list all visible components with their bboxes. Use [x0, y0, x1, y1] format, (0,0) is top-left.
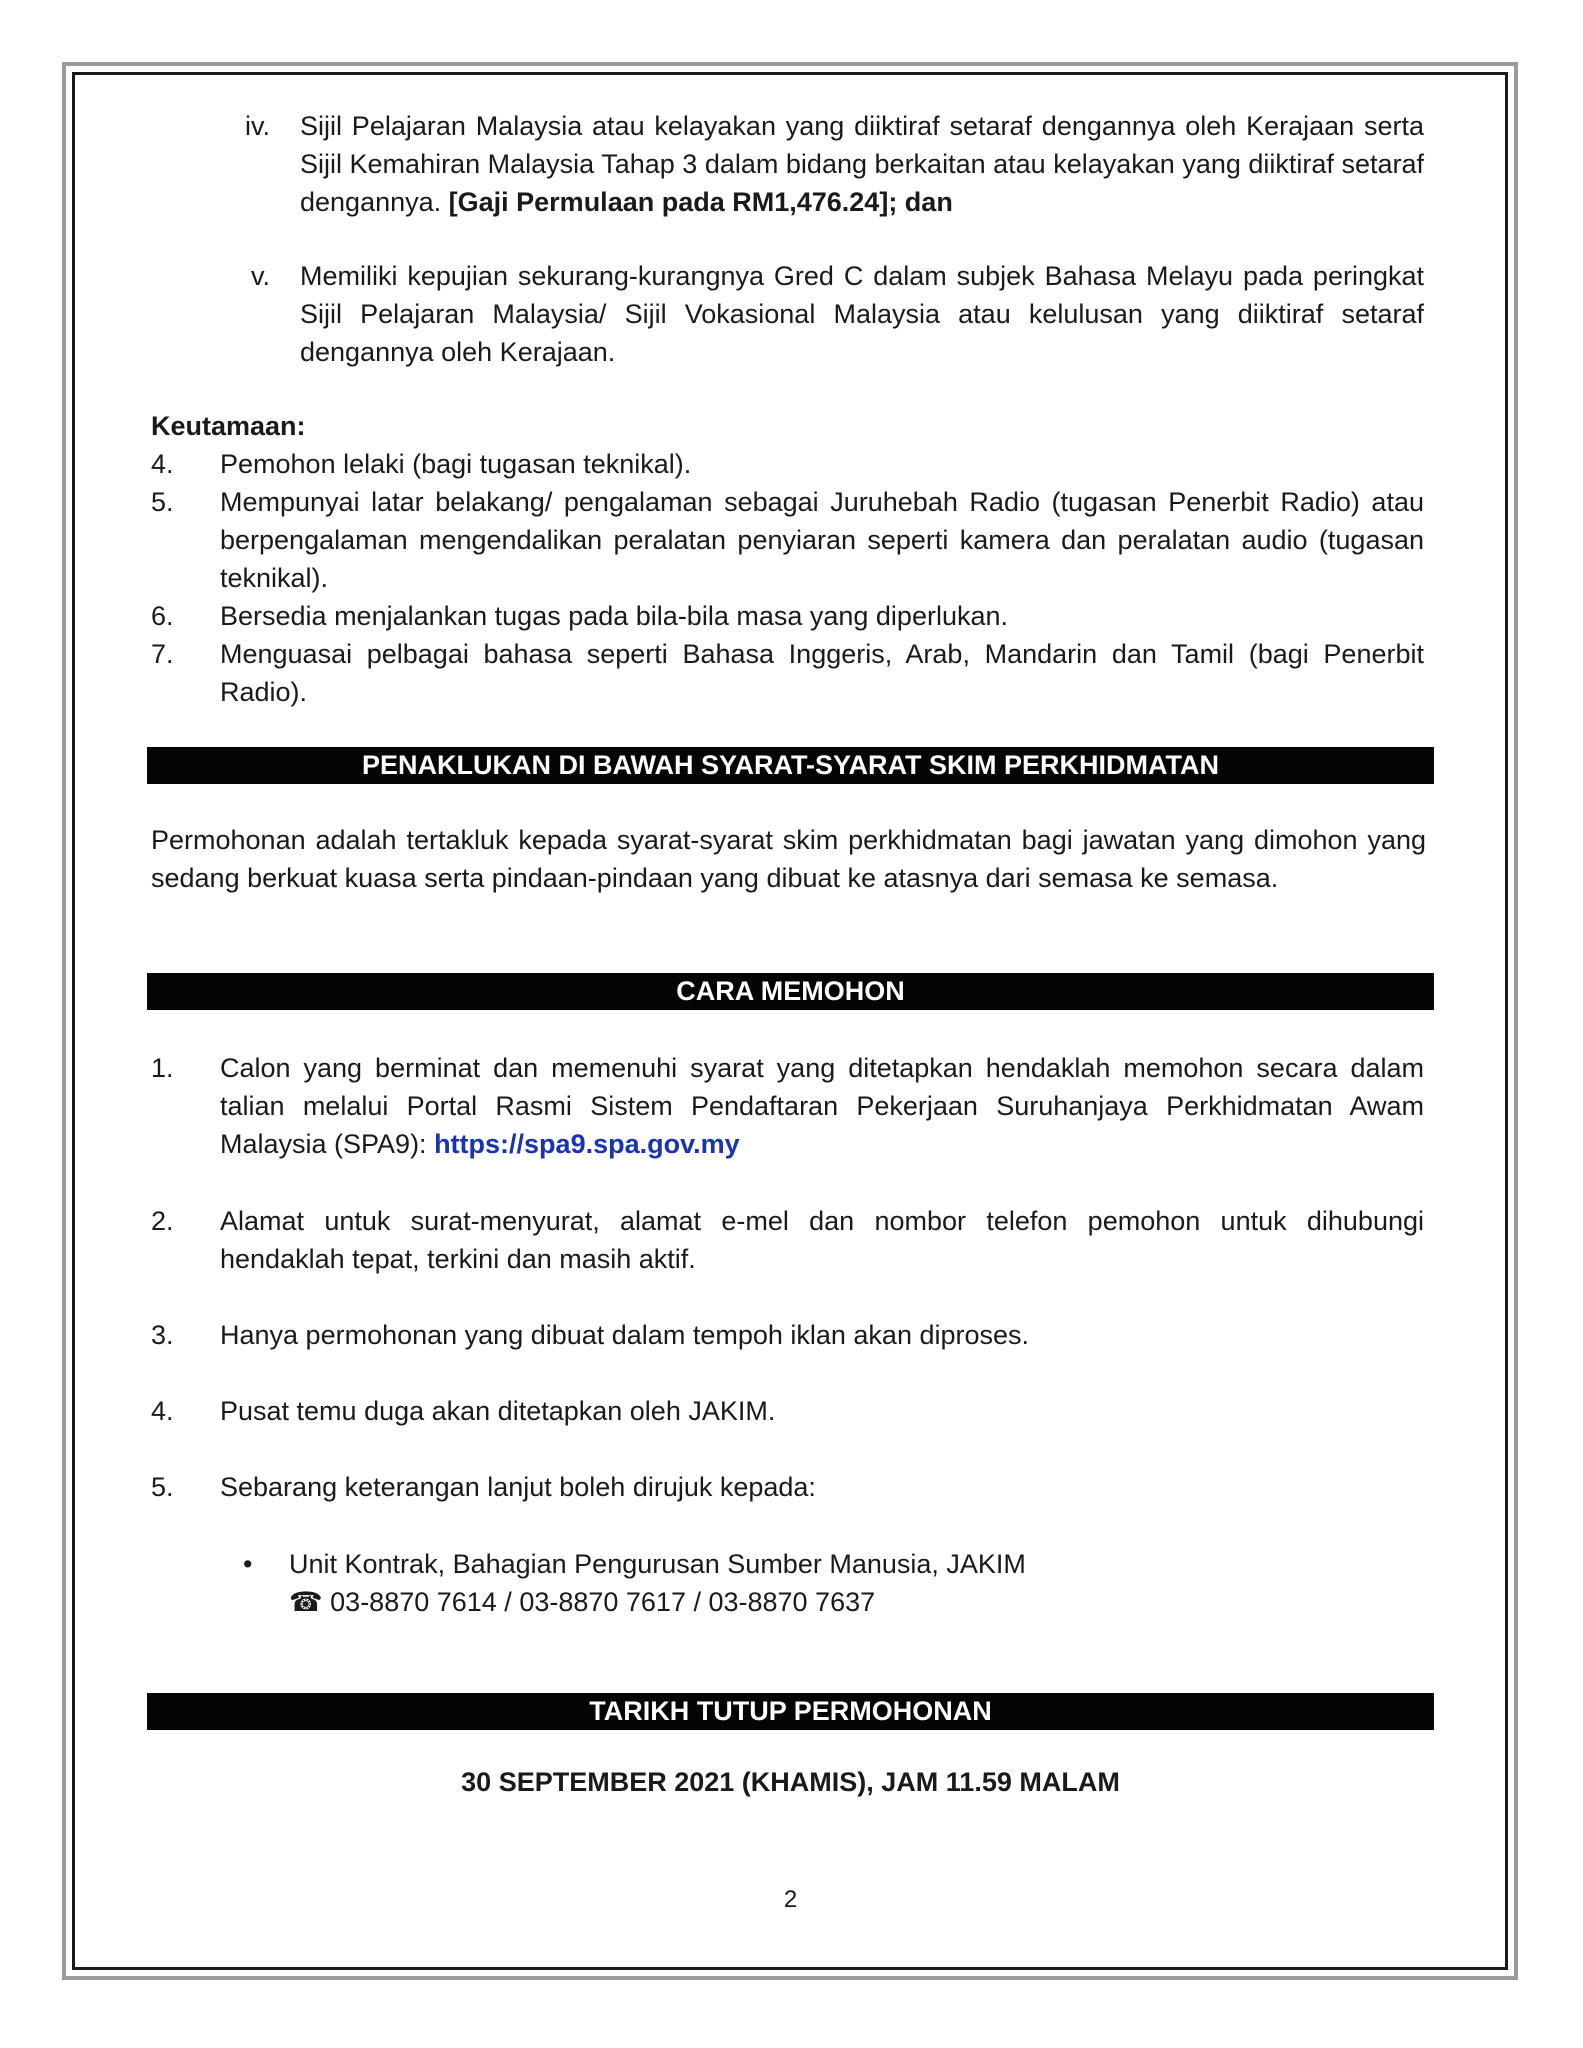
phone-icon: ☎ — [289, 1587, 323, 1617]
item-marker: v. — [251, 261, 270, 291]
list-item: Bersedia menjalankan tugas pada bila-bila masa yang diperlukan. — [220, 601, 1008, 631]
list-item: Sebarang keterangan lanjut boleh dirujuk kepada: — [220, 1472, 816, 1502]
list-item: Pemohon lelaki (bagi tugasan teknikal). — [220, 449, 692, 479]
section-heading-closing: TARIKH TUTUP PERMOHONAN — [147, 1693, 1434, 1730]
item-number: 5. — [151, 1472, 174, 1502]
list-item: Menguasai pelbagai bahasa seperti Bahasa Inggeris, Arab, Mandarin dan Tamil (bagi Penerbit Radio). — [220, 639, 1424, 707]
item-number: 6. — [151, 601, 174, 631]
list-item: Mempunyai latar belakang/ pengalaman sebagai Juruhebah Radio (tugasan Penerbit Radio) atau berpengalaman mengendalikan peralatan penyiaran seperti kamera dan peralatan audio (tugasan teknikal). — [220, 487, 1424, 593]
item-text: Memiliki kepujian sekurang-kurangnya Gred C dalam subjek Bahasa Melayu pada peringkat Sijil Pelajaran Malaysia/ Sijil Vokasional Malaysia atau kelulusan yang diiktiraf setaraf dengannya oleh Kerajaan. — [300, 261, 1424, 367]
item-marker: iv. — [245, 111, 270, 141]
item-number: 3. — [151, 1320, 174, 1350]
spa9-portal-link[interactable]: https://spa9.spa.gov.my — [434, 1129, 740, 1159]
list-item: Alamat untuk surat-menyurat, alamat e-mel dan nombor telefon pemohon untuk dihubungi hendaklah tepat, terkini dan masih aktif. — [220, 1206, 1424, 1274]
item-number: 7. — [151, 639, 174, 669]
closing-date: 30 SEPTEMBER 2021 (KHAMIS), JAM 11.59 MALAM — [461, 1767, 1120, 1797]
section-heading-scheme: PENAKLUKAN DI BAWAH SYARAT-SYARAT SKIM PERKHIDMATAN — [147, 747, 1434, 784]
list-item: Hanya permohonan yang dibuat dalam tempoh iklan akan diproses. — [220, 1320, 1030, 1350]
item-number: 4. — [151, 1396, 174, 1426]
contact-phones: 03-8870 7614 / 03-8870 7617 / 03-8870 7637 — [330, 1587, 876, 1617]
item-number: 1. — [151, 1053, 174, 1083]
bullet-icon: • — [243, 1549, 253, 1579]
list-item: Pusat temu duga akan ditetapkan oleh JAKIM. — [220, 1396, 776, 1426]
section-heading-apply: CARA MEMOHON — [147, 973, 1434, 1010]
page-number: 2 — [783, 1886, 798, 1913]
item-number: 4. — [151, 449, 174, 479]
item-text: Sijil Pelajaran Malaysia atau kelayakan yang diiktiraf setaraf dengannya oleh Kerajaan serta Sijil Kemahiran Malaysia Tahap 3 dalam bidang berkaitan atau kelayakan yang diiktiraf setaraf dengannya. [Gaji Permulaan pada RM1,476.24]; dan — [300, 111, 1424, 217]
salary-note: [Gaji Permulaan pada RM1,476.24]; dan — [448, 187, 953, 217]
item-number: 5. — [151, 487, 174, 517]
contact-phones-line — [289, 1583, 875, 1621]
preferences-heading: Keutamaan: — [151, 411, 306, 441]
item-number: 2. — [151, 1206, 174, 1236]
list-item: Calon yang berminat dan memenuhi syarat yang ditetapkan hendaklah memohon secara dalam talian melalui Portal Rasmi Sistem Pendaftaran Pekerjaan Suruhanjaya Perkhidmatan Awam Malaysia (SPA9): https://spa9.spa.gov.my — [220, 1053, 1424, 1159]
scheme-paragraph: Permohonan adalah tertakluk kepada syarat-syarat skim perkhidmatan bagi jawatan yang dimohon yang sedang berkuat kuasa serta pindaan-pindaan yang dibuat ke atasnya dari semasa ke semasa. — [151, 825, 1426, 893]
contact-unit: Unit Kontrak, Bahagian Pengurusan Sumber Manusia, JAKIM — [289, 1549, 1026, 1579]
